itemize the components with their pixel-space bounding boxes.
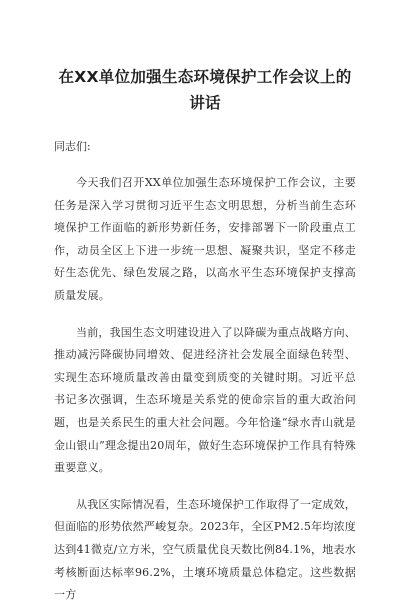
document-title: 在XX单位加强生态环境保护工作会议上的讲话 <box>58 68 352 112</box>
salutation: 同志们: <box>54 140 91 153</box>
paragraph-context: 当前，我国生态文明建设进入了以降碳为重点战略方向、推动减污降碳协同增效、促进经济社会发展全面绿色转型、实现生态环境质量改善由量变到质变的关键时期。习近平总书记多次强调，生态环境是关系党的使命宗旨的重大政治问题，也是关系民生的重大社会问题。今年恰逢“绿水青山就是金山银山”理念提出20周年，做好生态环境保护工作具有特殊重要意义。 <box>54 325 356 475</box>
paragraph-local-situation: 从我区实际情况看，生态环境保护工作取得了一定成效，但面临的形势依然严峻复杂。2023年，全区PM2.5年均浓度达到41微克/立方米，空气质量优良天数比例84.1%，地表水考核断面达标率96.2%，土壤环境质量总体稳定。这些数据一方 <box>54 497 356 602</box>
paragraph-opening: 今天我们召开XX单位加强生态环境保护工作会议，主要任务是深入学习贯彻习近平生态文明思想，分析当前生态环境保护工作面临的新形势新任务，安排部署下一阶段重点工作，动员全区上下进一步统一思想、凝聚共识，坚定不移走好生态优先、绿色发展之路，以高水平生态环境保护支撑高质量发展。 <box>54 176 356 302</box>
